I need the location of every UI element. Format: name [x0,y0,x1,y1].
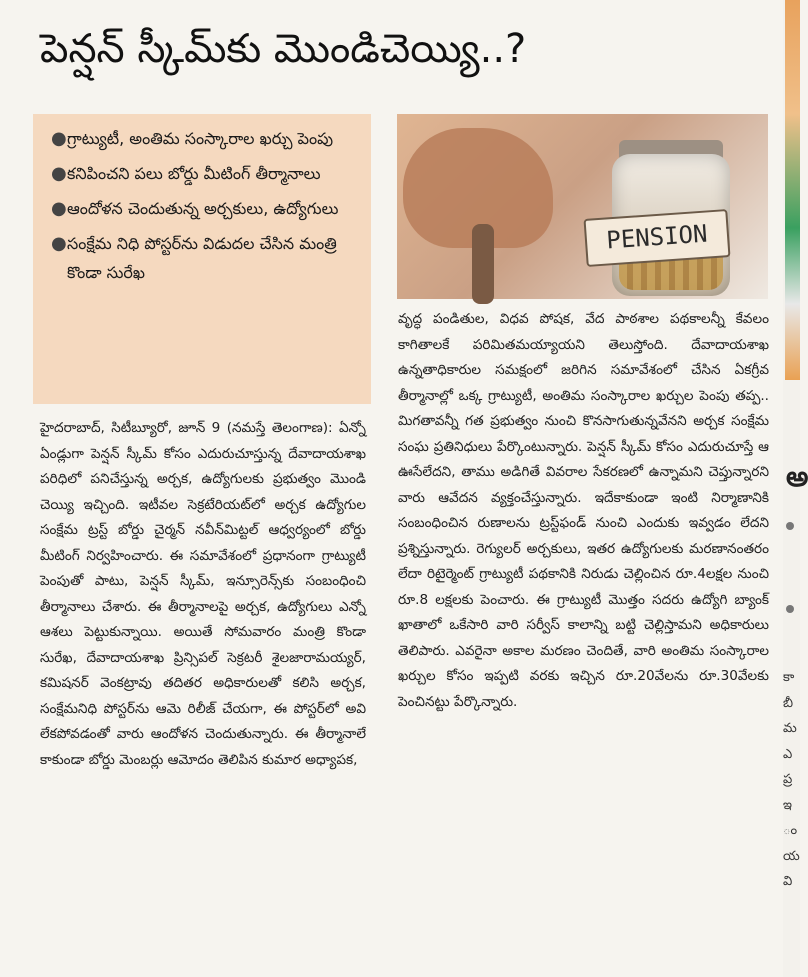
bullet-icon: ● [51,233,67,254]
adjacent-bullet-icon [786,522,794,530]
pension-tag: PENSION [584,209,731,267]
article-paragraph: వృద్ధ పండితుల, విధవ పోషక, వేద పాఠశాల పథకాలన్నీ కేవలం కాగితాలకే పరిమితమయ్యాయని తెలుస్తోంది. దేవాదాయశాఖ ఉన్నతాధికారుల సమక్షంలో జరిగిన సమావేశంలో చేసిన ఏకగ్రీవ తీర్మానాల్లో ఒక్క గ్రాట్యుటీ, అంతిమ సంస్కారాల ఖర్చుల పెంపు తప్ప.. మిగతావన్నీ గత ప్రభుత్వం నుంచి కొనసాగుతున్నవేనని అర్చక సంక్షేమ సంఘ ప్రతినిధులు పేర్కొంటున్నారు. పెన్షన్ స్కీమ్ కోసం ఎదురుచూస్తే ఆ ఊసేలేదని, తాము అడిగితే వివరాల సేకరణలో ఉన్నామని చెప్తున్నారని వారు ఆవేదన వ్యక్తంచేస్తున్నారు. ఇదేకాకుండా ఇంటి నిర్మాణానికి సంబంధించిన రుణాలను ట్రస్ట్‌ఫండ్ నుంచి ఎందుకు ఇవ్వడం లేదని ప్రశ్నిస్తున్నారు. రెగ్యులర్ అర్చకులు, ఇతర ఉద్యోగులకు మరణానంతరం లేదా రిటైర్మెంట్ గ్రాట్యుటీ పథకానికి నిరుడు చెల్లించిన రూ.4లక్షల నుంచి రూ.8 లక్షలకు పెంచారు. ఈ గ్రాట్యుటీ మొత్తం సదరు ఉద్యోగి బ్యాంక్ ఖాతాలో ఒకేసారి వారి సర్వీస్ కాలాన్ని బట్టి చెల్లిస్తామని అధికారులు తెలిపారు. ఎవరైనా అకాల మరణం చెందితే, వారి అంతిమ సంస్కారాల ఖర్చుల కోసం ఇప్పటి వరకు ఇచ్చిన రూ.20వేలను రూ.30వేలకు పెంచినట్టు పేర్కొన్నారు. [398,311,769,710]
highlight-item [51,194,359,223]
article-paragraph: హైదరాబాద్, సిటీబ్యూరో, జూన్ 9 (నమస్తే తెలంగాణ): ఏన్నో ఏండ్లుగా పెన్షన్ స్కీమ్ కోసం ఎదురుచూస్తున్న దేవాదాయశాఖ పరిధిలో పనిచేస్తున్న అర్చక, ఉద్యోగులకు ప్రభుత్వం మొండి చెయ్యి ఇచ్చింది. ఇటీవల సెక్రటేరియట్‌లో అర్చక ఉద్యోగుల సంక్షేమ ట్రస్ట్ బోర్డు చైర్మన్ నవీన్‌మిట్టల్ ఆధ్వర్యంలో బోర్డు మీటింగ్ నిర్వహించారు. ఈ సమావేశంలో ప్రధానంగా గ్రాట్యుటీ పెంపుతో పాటు, పెన్షన్ స్కీమ్, ఇన్సూరెన్స్‌కు సంబంధించి తీర్మానాలు చేశారు. ఈ తీర్మానాలపై అర్చక, ఉద్యోగులు ఎన్నో ఆశలు పెట్టుకున్నాయి. అయితే సోమవారం మంత్రి కొండా సురేఖ, దేవాదాయశాఖ ప్రిన్సిపల్ సెక్రటరీ శైలజారామయ్యర్, కమిషనర్ వెంకట్రావు తదితర అధికారులతో కలిసి అర్చక, సంక్షేమనిధి పోస్టర్‌ను ఆమె రిలీజ్ చేయగా, ఈ పోస్టర్‌లో అవి లేకపోవడంతో వారు ఆందోళన చెందుతున్నారు. ఈ తీర్మానాలే కాకుండా బోర్డు మెంబర్లు ఆమోదం తెలిపిన కుమార అధ్యాపక, [40,420,366,768]
article-column-right [398,307,769,944]
highlight-text: సంక్షేమ నిధి పోస్టర్‌ను విడుదల చేసిన మంత్రి కొండా సురేఖ [67,234,337,282]
highlight-item [51,124,359,153]
bullet-icon: ● [51,198,67,219]
highlight-item [51,229,359,287]
highlight-item [51,159,359,188]
bullet-icon: ● [51,163,67,184]
article-column-left [40,416,366,944]
highlights-box [33,114,371,404]
adjacent-bullet-icon [786,605,794,613]
highlight-text: ఆందోళన చెందుతున్న అర్చకులు, ఉద్యోగులు [67,199,339,218]
adjacent-text-fragment: కా బీ మ ఎ ప్ర ఇ ం య వి [783,670,800,889]
walking-cane-graphic [472,224,494,304]
pension-jar-photo [397,114,768,299]
adjacent-photo-strip [785,0,800,380]
highlight-text: గ్రాట్యుటీ, అంతిమ సంస్కారాల ఖర్చు పెంపు [67,129,334,148]
highlight-text: కనిపించని పలు బోర్డు మీటింగ్ తీర్మానాలు [67,164,321,183]
bullet-icon: ● [51,128,67,149]
headline: పెన్షన్ స్కీమ్‌కు మొండిచెయ్యి..? [40,26,527,72]
adjacent-heading-fragment: అ [786,460,808,493]
